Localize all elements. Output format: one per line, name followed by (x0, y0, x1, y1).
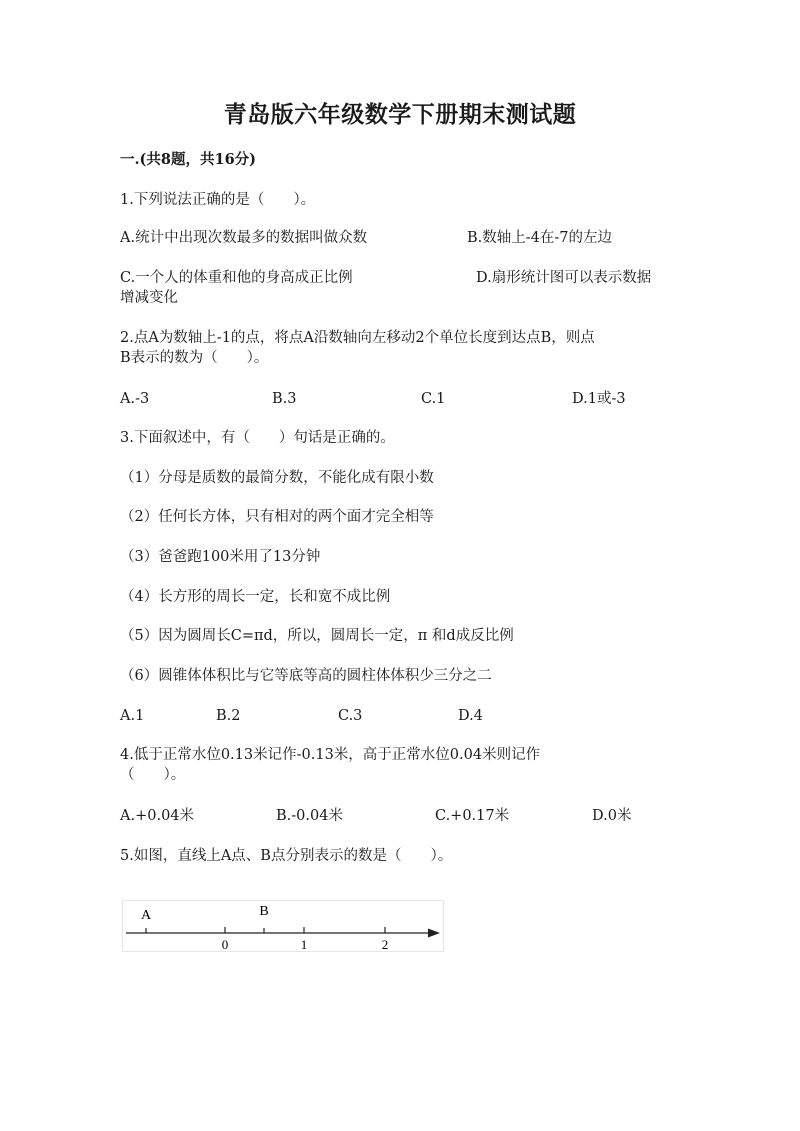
q1-option-d: D.扇形统计图可以表示数据 (476, 270, 652, 286)
page-title: 青岛版六年级数学下册期末测试题 (223, 101, 577, 128)
q1-stem: 1.下列说法正确的是（ ）。 (120, 192, 316, 208)
q4-stem-continued: （ ）。 (120, 767, 186, 783)
q3-statement-6: （6）圆锥体体积比与它等底等高的圆柱体体积少三分之二 (120, 668, 492, 684)
q1-option-b: B.数轴上-4在-7的左边 (467, 230, 613, 246)
q1-option-d-continued: 增减变化 (120, 290, 178, 306)
q4-option-d: D.0米 (592, 808, 632, 824)
q3-option-b: B.2 (216, 708, 241, 724)
q3-option-d: D.4 (458, 708, 483, 724)
point-a-label: A (140, 908, 152, 923)
q5-stem: 5.如图，直线上A点、B点分别表示的数是（ ）。 (120, 848, 453, 864)
tick-1-label: 1 (300, 937, 308, 952)
q4-option-c: C.+0.17米 (435, 808, 510, 824)
q3-stem: 3.下面叙述中，有（ ）句话是正确的。 (120, 430, 395, 446)
q2-stem: 2.点A为数轴上-1的点，将点A沿数轴向左移动2个单位长度到达点B，则点 (120, 330, 595, 346)
q3-option-c: C.3 (338, 708, 363, 724)
q4-stem: 4.低于正常水位0.13米记作-0.13米，高于正常水位0.04米则记作 (120, 747, 541, 763)
tick-0-label: 0 (221, 937, 229, 952)
q2-stem-continued: B表示的数为（ ）。 (120, 350, 269, 366)
section-heading: 一.(共8题，共16分) (120, 151, 257, 168)
q3-statement-2: （2）任何长方体，只有相对的两个面才完全相等 (120, 509, 434, 525)
q1-option-a: A.统计中出现次数最多的数据叫做众数 (120, 230, 368, 246)
q2-option-c: C.1 (421, 391, 446, 407)
q1-option-c: C.一个人的体重和他的身高成正比例 (120, 270, 353, 286)
figure-frame (123, 901, 444, 952)
q3-statement-1: （1）分母是质数的最简分数，不能化成有限小数 (120, 470, 434, 486)
q3-statement-4: （4）长方形的周长一定，长和宽不成比例 (120, 589, 391, 605)
q4-option-b: B.-0.04米 (276, 808, 343, 824)
point-b-label: B (259, 904, 269, 919)
q4-option-a: A.+0.04米 (120, 808, 195, 824)
axis-arrow-icon (428, 929, 440, 938)
number-line-figure (122, 900, 444, 952)
q2-option-b: B.3 (272, 391, 297, 407)
q3-statement-5: （5）因为圆周长C=πd，所以，圆周长一定，π 和d成反比例 (120, 628, 514, 644)
q2-option-a: A.-3 (120, 391, 150, 407)
tick-2-label: 2 (381, 937, 389, 952)
q2-option-d: D.1或-3 (572, 391, 626, 407)
q3-statement-3: （3）爸爸跑100米用了13分钟 (120, 549, 321, 565)
q3-option-a: A.1 (120, 708, 145, 724)
